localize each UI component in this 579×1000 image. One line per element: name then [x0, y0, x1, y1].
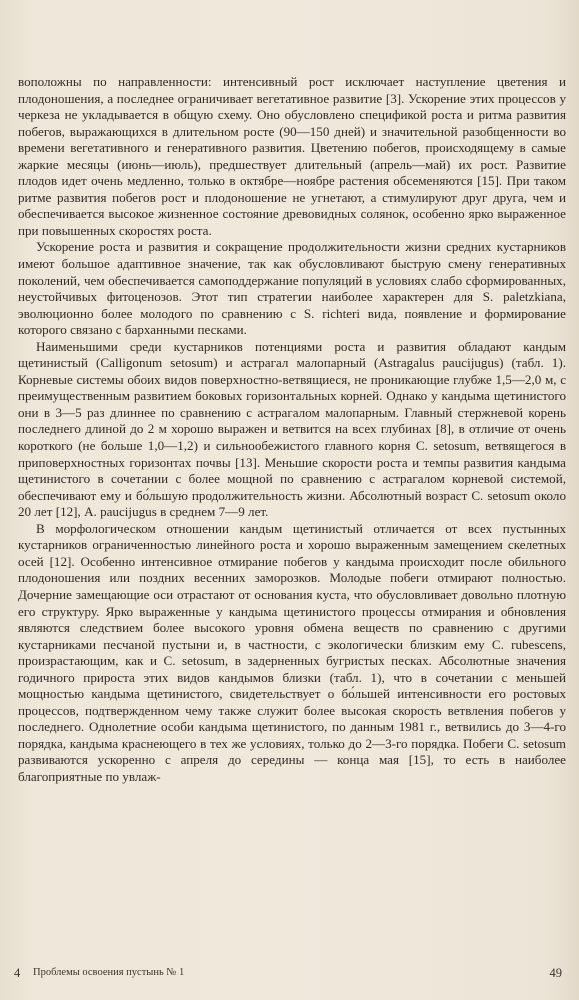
page-footer [14, 966, 562, 984]
paragraph-morphology: В морфологическом отношении кандым щетинистый отличается от всех пустынных кустарников ограниченностью линейного роста и хорошо выраженным замещением скелетных осей [12]. Особенно интенсивное отмирание побегов у кандыма происходит после обильного плодоношения или поздних весенних заморозков. Молодые побеги отмирают полностью. Дочерние замещающие оси отрастают от основания куста, что обусловливает довольно плотную его структуру. Ярко выраженные у кандыма щетинистого процессы отмирания и обновления являются следствием более высокого уровня обмена веществ по сравнению с другими кустарниками песчаной пустыни и, в частности, с экологически близким ему C. rubescens, произрастающим, как и C. setosum, в задерненных бугристых песках. Абсолютные значения годичного прироста этих видов кандымов близки (табл. 1), что в сочетании с меньшей мощностью кандыма щетинистого, свидетельствует о бо́льшей интенсивности его ростовых процессов, подтвержденном чему также служит более высокая скорость ветвления побегов у последнего. Однолетние особи кандыма щетинистого, по данным 1981 г., ветвились до 3—4-го порядка, кандыма краснеющего в тех же условиях, только до 2—3-го порядка. Побеги C. setosum развиваются ускоренно с апреля до середины — конца мая [15], то есть в наиболее благоприятные по увлаж- [18, 520, 566, 784]
text-column [18, 74, 566, 786]
journal-title: Проблемы освоения пустынь № 1 [33, 967, 185, 978]
signature-mark: 4 [14, 966, 21, 980]
paragraph-adaptive-significance: Ускорение роста и развития и сокращение продолжительности жизни средних кустарников имеют большое адаптивное значение, так как обусловливают быструю смену генеративных поколений, чем обеспечивается самоподдержание популяций в условиях слабо сформированных, неустойчивых фитоценозов. Этот тип стратегии наиболее характерен для S. paletzkiana, эволюционно более молодого по сравнению с S. richteri вида, появление и формирование которого связано с барханными песками. [18, 239, 566, 338]
page-number: 49 [549, 966, 562, 980]
paragraph-continuation: воположны по направленности: интенсивный рост исключает наступление цветения и плодоношения, а последнее ограничивает вегетативное развитие [3]. Ускорение этих процессов у черкеза не укладывается в общую схему. Оно обусловлено спецификой роста и ритма развития побегов, выражающихся в длительном росте (90—150 дней) и значительной разобщенности во времени вегетативного и генеративного развития. Цветению побегов, происходящему в самые жаркие месяцы (июнь—июль), предшествует длительный (апрель—май) их рост. Развитие плодов идет очень медленно, только в октябре—ноябре растения обсеменяются [15]. При таком ритме развития побегов рост и плодоношение не угнетают, а стимулируют друг друга, чем и обеспечивается высокое жизненное состояние древовидных солянок, особенно ярко выраженное при повышенных скоростях роста. [18, 74, 566, 238]
paragraph-calligonum-astragalus: Наименьшими среди кустарников потенциями роста и развития обладают кандым щетинистый (Calligonum setosum) и астрагал малопарный (Astragalus paucijugus) (табл. 1). Корневые системы обоих видов поверхностно-ветвящиеся, не проникающие глубже 1,5—2,0 м, с преимущественным развитием боковых горизонтальных корней. Однако у кандыма щетинистого они в 3—5 раз длиннее по сравнению с астрагалом малопарным. Главный стержневой корень последнего длиной до 2 м хорошо выражен и ветвится на всех глубинах [8], в отличие от очень короткого (не больше 1,0—1,2) и сильнообежистого главного корня C. setosum, ветвящегося в приповерхностных горизонтах почвы [13]. Меньшие скорости роста и темпы развития кандыма щетинистого в сочетании с более мощной по сравнению с астрагалом корневой системой, обеспечивают ему и бо́льшую продолжительность жизни. Абсолютный возраст C. setosum около 20 лет [12], A. paucijugus в среднем 7—9 лет. [18, 338, 566, 520]
